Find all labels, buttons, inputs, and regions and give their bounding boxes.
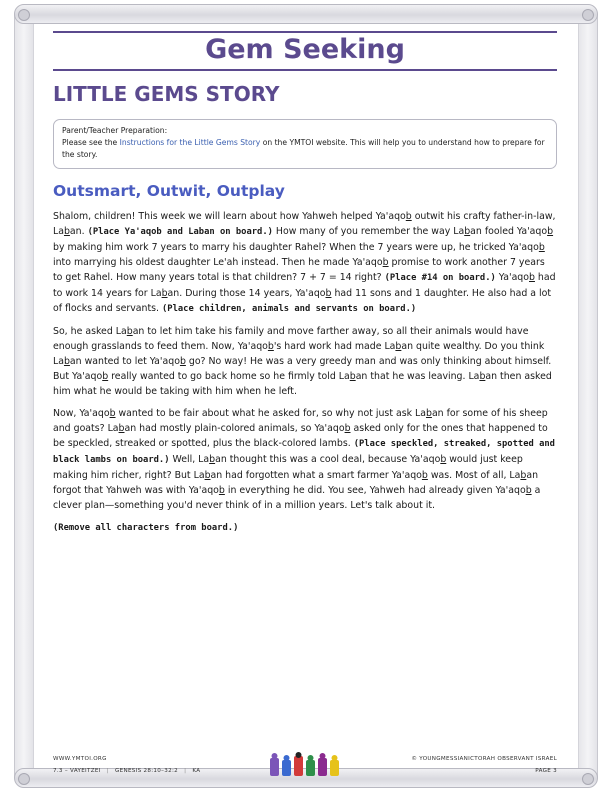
- story-text: asked only for the ones that happened to be speckled, streaked or spotted, plus the black-colored lambs.: [53, 423, 548, 449]
- instructions-link[interactable]: Instructions for the Little Gems Story: [119, 138, 261, 147]
- story-text: an then asked him what he would be taking with him when he left.: [53, 371, 552, 397]
- story-underlined-letter: b: [547, 226, 554, 237]
- preparation-text: [62, 137, 548, 161]
- preparation-text-start: Please see the: [62, 138, 120, 147]
- header-rule-top: [53, 31, 557, 33]
- story-text: an to let him take his family and move farther away, so all their animals would have enough grasslands to feed them. Now, Ya'aqo: [53, 326, 529, 352]
- story-text: an that he was leaving. La: [355, 371, 480, 382]
- story-underlined-letter: b: [440, 454, 447, 465]
- story-text: an for some of his sheep and goats? La: [53, 408, 548, 434]
- story-underlined-letter: b: [325, 288, 332, 299]
- scroll-frame-right: [578, 14, 598, 778]
- story-underlined-letter: b: [520, 470, 527, 481]
- story-underlined-letter: b: [344, 423, 351, 434]
- story-text: had to work 14 years for La: [53, 272, 556, 299]
- story-underlined-letter: b: [479, 371, 486, 382]
- logo-figure-icon: [330, 755, 339, 776]
- logo-figure-icon: [318, 753, 327, 776]
- story-underlined-letter: b: [349, 371, 356, 382]
- preparation-text-end: on the YMTOI website. This will help you to understand how to prepare for the story.: [62, 138, 545, 159]
- logo-figure-icon: [306, 755, 315, 776]
- story-underlined-letter: b: [118, 423, 125, 434]
- story-underlined-letter: b: [525, 485, 532, 496]
- story-text: into marrying his oldest daughter Le'ah instead. Then he made Ya'aqo: [53, 257, 383, 268]
- story-underlined-letter: b: [63, 226, 70, 237]
- story-text: an. During those 14 years, Ya'aqo: [167, 288, 326, 299]
- story-instruction: (Place Ya'aqob and Laban on board.): [87, 227, 273, 237]
- story-body: [53, 209, 557, 543]
- story-text: outwit his crafty father-in-law, La: [53, 211, 556, 237]
- story-underlined-letter: b: [102, 371, 109, 382]
- story-text: by making him work 7 years to marry his daughter Rahel? When the 7 years were up, he tricked Ya'aqo: [53, 242, 539, 253]
- footer-page-number: PAGE 3: [535, 768, 557, 774]
- story-text: really wanted to go back home so he firmly told La: [108, 371, 350, 382]
- scroll-frame-top: [14, 4, 598, 24]
- footer-lesson: 7.3 – VAYEITZEI: [53, 768, 101, 774]
- scroll-frame-left: [14, 14, 34, 778]
- scroll-knob-icon: [18, 9, 30, 21]
- preparation-box: [53, 119, 557, 169]
- story-text: an fooled Ya'aqo: [470, 226, 548, 237]
- story-text: had 11 sons and 1 daughter. He also had a lot of flocks and servants.: [53, 288, 552, 314]
- footer-scripture: GENESIS 28:10–32:2: [115, 768, 178, 774]
- footer-divider: |: [184, 768, 187, 774]
- preparation-heading: Parent/Teacher Preparation:: [62, 126, 168, 135]
- story-underlined-letter: b: [218, 485, 225, 496]
- scroll-knob-icon: [582, 773, 594, 785]
- story-text: How many of you remember the way La: [272, 226, 465, 237]
- story-text: Now, Ya'aqo: [53, 408, 110, 419]
- footer-divider: |: [106, 768, 109, 774]
- logo-figure-icon: [270, 753, 279, 776]
- story-text: Well, La: [169, 454, 210, 465]
- logo-figure-icon: [282, 755, 291, 776]
- ymtoi-logo-icon: [268, 752, 348, 778]
- story-underlined-letter: b: [421, 470, 428, 481]
- story-underlined-letter: b: [395, 341, 402, 352]
- story-text: a clever plan—something you'd never think of in a million years. Let's talk about it.: [53, 485, 541, 511]
- story-paragraph-2: [53, 324, 557, 399]
- story-underlined-letter: b: [209, 454, 216, 465]
- logo-figure-icon: [294, 752, 303, 776]
- story-text: 's hard work had made La: [273, 341, 396, 352]
- story-underlined-letter: b: [204, 470, 211, 481]
- story-text: an had mostly plain-colored animals, so Ya'aqo: [124, 423, 345, 434]
- story-paragraph-4: [53, 520, 557, 536]
- story-underlined-letter: b: [109, 408, 116, 419]
- story-instruction: (Remove all characters from board.): [53, 523, 239, 533]
- story-paragraph-1: [53, 209, 557, 317]
- story-underlined-letter: b: [538, 242, 545, 253]
- story-underlined-letter: b: [405, 211, 412, 222]
- story-underlined-letter: b: [63, 356, 70, 367]
- story-instruction: (Place #14 on board.): [384, 273, 496, 283]
- story-text: an quite wealthy. Do you think La: [53, 341, 545, 367]
- section-heading: Outsmart, Outwit, Outplay: [53, 182, 285, 200]
- scroll-knob-icon: [582, 9, 594, 21]
- story-paragraph-3: [53, 406, 557, 513]
- story-underlined-letter: b: [529, 272, 535, 283]
- story-underlined-letter: b: [179, 356, 186, 367]
- story-text: an.: [69, 226, 88, 237]
- header-rule-bottom: [53, 69, 557, 71]
- story-text: an forgot that Yahweh was with Ya'aqo: [53, 470, 539, 496]
- story-text: Ya'aqo: [495, 272, 529, 283]
- story-underlined-letter: b: [425, 408, 432, 419]
- story-text: wanted to be fair about what he asked for, so why not just ask La: [115, 408, 426, 419]
- story-instruction: (Place children, animals and servants on board.): [161, 304, 417, 314]
- story-underlined-letter: b: [464, 226, 471, 237]
- footer-copyright: © YOUNGMESSIANICTORAH OBSERVANT ISRAEL: [411, 756, 557, 762]
- story-text: was. Most of all, La: [427, 470, 521, 481]
- page-title: Gem Seeking: [205, 34, 405, 65]
- story-text: an had forgotten what a smart farmer Ya'aqo: [210, 470, 422, 481]
- footer-website[interactable]: WWW.YMTOI.ORG: [53, 756, 107, 762]
- story-text: go? No way! He was a very greedy man and was only thinking about himself. But Ya'aqo: [53, 356, 552, 382]
- story-text: an thought this was a cool deal, because Ya'aqo: [215, 454, 441, 465]
- story-text: in everything he did. You see, Yahweh had already given Ya'aqo: [224, 485, 526, 496]
- story-text: Shalom, children! This week we will learn about how Yahweh helped Ya'aqo: [53, 211, 406, 222]
- story-underlined-letter: b: [161, 288, 168, 299]
- story-instruction: (Place speckled, streaked, spotted and black lambs on board.): [53, 439, 555, 465]
- footer-page-code: KA: [192, 768, 201, 774]
- story-text: would just keep making him richer, right? But La: [53, 454, 523, 481]
- story-text: promise to work another 7 years to get Rahel. How many years total is that children? 7 + 7 = 14 right?: [53, 257, 545, 283]
- story-underlined-letter: b: [382, 257, 389, 268]
- story-underlined-letter: b: [267, 341, 274, 352]
- story-text: an wanted to let Ya'aqo: [69, 356, 180, 367]
- scroll-knob-icon: [18, 773, 30, 785]
- story-text: So, he asked La: [53, 326, 127, 337]
- story-underlined-letter: b: [126, 326, 133, 337]
- page-subtitle: LITTLE GEMS STORY: [53, 82, 280, 106]
